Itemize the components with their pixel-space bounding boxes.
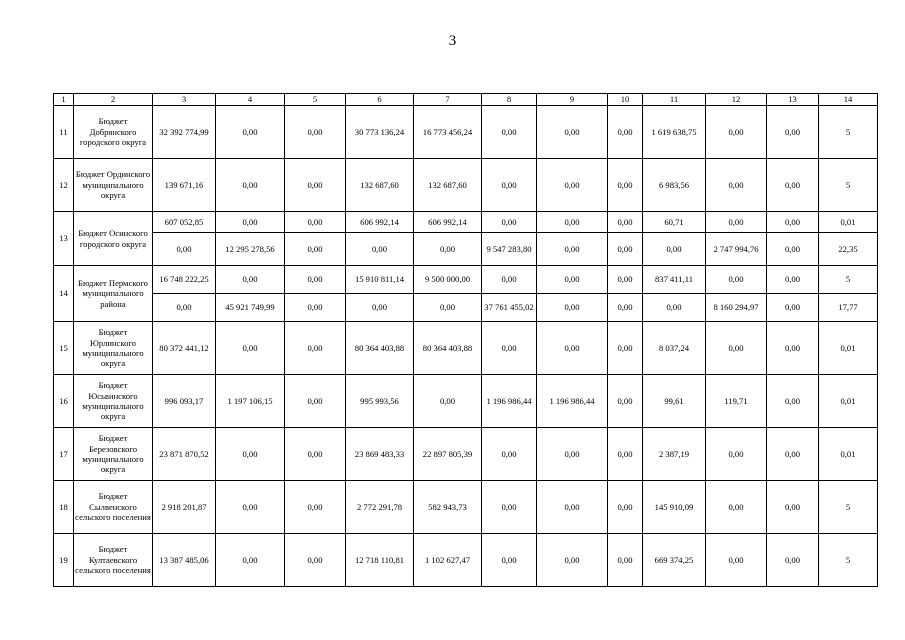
value-cell: 0,00 [482, 428, 537, 481]
value-cell: 0,00 [608, 212, 643, 233]
value-cell: 0,00 [767, 322, 819, 375]
row-number: 17 [54, 428, 74, 481]
header-cell: 2 [74, 94, 153, 106]
header-cell: 9 [537, 94, 608, 106]
value-cell: 0,00 [706, 159, 767, 212]
value-cell: 0,00 [608, 294, 643, 322]
value-cell: 0,00 [285, 233, 346, 266]
value-cell: 0,00 [706, 322, 767, 375]
value-cell: 0,00 [537, 233, 608, 266]
value-cell: 22,35 [819, 233, 878, 266]
value-cell: 37 761 455,02 [482, 294, 537, 322]
value-cell: 606 992,14 [414, 212, 482, 233]
budget-name: Бюджет Пермского муниципального района [74, 266, 153, 322]
value-cell: 30 773 136,24 [346, 106, 414, 159]
value-cell: 0,00 [767, 212, 819, 233]
value-cell: 0,00 [608, 428, 643, 481]
value-cell: 0,00 [285, 428, 346, 481]
value-cell: 0,00 [537, 481, 608, 534]
value-cell: 23 869 483,33 [346, 428, 414, 481]
value-cell: 0,00 [285, 375, 346, 428]
header-cell: 3 [153, 94, 216, 106]
value-cell: 22 897 805,39 [414, 428, 482, 481]
budget-name: Бюджет Култаевского сельского поселения [74, 534, 153, 587]
value-cell: 0,00 [608, 534, 643, 587]
value-cell: 0,00 [216, 481, 285, 534]
value-cell: 0,00 [767, 534, 819, 587]
value-cell: 0,00 [482, 159, 537, 212]
row-number: 18 [54, 481, 74, 534]
row-number: 16 [54, 375, 74, 428]
value-cell: 0,00 [537, 322, 608, 375]
value-cell: 99,61 [643, 375, 706, 428]
value-cell: 0,00 [537, 106, 608, 159]
value-cell: 12 718 110,81 [346, 534, 414, 587]
value-cell: 0,00 [482, 266, 537, 294]
table-row [54, 375, 878, 428]
value-cell: 0,00 [537, 159, 608, 212]
value-cell: 607 052,85 [153, 212, 216, 233]
table-row [54, 233, 878, 266]
value-cell: 132 687,60 [414, 159, 482, 212]
value-cell: 5 [819, 159, 878, 212]
header-cell: 12 [706, 94, 767, 106]
value-cell: 0,00 [414, 294, 482, 322]
value-cell: 0,01 [819, 322, 878, 375]
value-cell: 80 364 403,88 [414, 322, 482, 375]
value-cell: 0,00 [608, 481, 643, 534]
value-cell: 119,71 [706, 375, 767, 428]
value-cell: 132 687,60 [346, 159, 414, 212]
header-cell: 8 [482, 94, 537, 106]
value-cell: 0,00 [643, 233, 706, 266]
value-cell: 0,00 [767, 428, 819, 481]
value-cell: 5 [819, 106, 878, 159]
value-cell: 1 197 106,15 [216, 375, 285, 428]
value-cell: 582 943,73 [414, 481, 482, 534]
budget-table-container [53, 93, 878, 587]
value-cell: 16 773 456,24 [414, 106, 482, 159]
value-cell: 0,00 [767, 294, 819, 322]
value-cell: 1 196 986,44 [482, 375, 537, 428]
value-cell: 0,00 [482, 212, 537, 233]
value-cell: 0,00 [767, 233, 819, 266]
budget-name: Бюджет Ординского муниципального округа [74, 159, 153, 212]
row-number: 11 [54, 106, 74, 159]
value-cell: 145 910,09 [643, 481, 706, 534]
value-cell: 0,00 [537, 266, 608, 294]
value-cell: 9 500 000,00 [414, 266, 482, 294]
header-cell: 14 [819, 94, 878, 106]
value-cell: 0,00 [285, 534, 346, 587]
table-row [54, 266, 878, 294]
header-cell: 10 [608, 94, 643, 106]
value-cell: 0,00 [285, 266, 346, 294]
value-cell: 0,00 [414, 233, 482, 266]
table-row [54, 481, 878, 534]
value-cell: 0,00 [706, 106, 767, 159]
value-cell: 2 747 994,76 [706, 233, 767, 266]
budget-table-body [54, 94, 878, 587]
value-cell: 0,00 [482, 534, 537, 587]
table-row [54, 106, 878, 159]
value-cell: 0,00 [767, 106, 819, 159]
budget-name: Бюджет Юрлинского муниципального округа [74, 322, 153, 375]
value-cell: 1 619 638,75 [643, 106, 706, 159]
value-cell: 0,00 [608, 375, 643, 428]
page-number: 3 [448, 33, 457, 49]
table-row [54, 294, 878, 322]
header-cell: 1 [54, 94, 74, 106]
value-cell: 80 364 403,88 [346, 322, 414, 375]
header-cell: 7 [414, 94, 482, 106]
value-cell: 0,00 [285, 481, 346, 534]
value-cell: 0,00 [767, 159, 819, 212]
value-cell: 5 [819, 266, 878, 294]
value-cell: 8 037,24 [643, 322, 706, 375]
value-cell: 0,01 [819, 375, 878, 428]
value-cell: 8 160 294,97 [706, 294, 767, 322]
budget-name: Бюджет Юсьвинского муниципального округа [74, 375, 153, 428]
row-number: 14 [54, 266, 74, 322]
row-number: 12 [54, 159, 74, 212]
value-cell: 0,00 [285, 159, 346, 212]
value-cell: 0,00 [643, 294, 706, 322]
header-cell: 5 [285, 94, 346, 106]
value-cell: 1 196 986,44 [537, 375, 608, 428]
value-cell: 0,00 [285, 322, 346, 375]
value-cell: 12 295 278,56 [216, 233, 285, 266]
value-cell: 0,00 [537, 534, 608, 587]
value-cell: 0,00 [706, 428, 767, 481]
value-cell: 0,00 [767, 375, 819, 428]
value-cell: 0,01 [819, 428, 878, 481]
value-cell: 0,00 [216, 266, 285, 294]
value-cell: 0,00 [537, 212, 608, 233]
value-cell: 0,00 [346, 294, 414, 322]
value-cell: 0,01 [819, 212, 878, 233]
budget-name: Бюджет Добрянского городского округа [74, 106, 153, 159]
value-cell: 0,00 [767, 481, 819, 534]
value-cell: 13 387 485,06 [153, 534, 216, 587]
value-cell: 0,00 [285, 106, 346, 159]
header-cell: 13 [767, 94, 819, 106]
value-cell: 669 374,25 [643, 534, 706, 587]
budget-name: Бюджет Осинского городского округа [74, 212, 153, 266]
value-cell: 0,00 [608, 266, 643, 294]
value-cell: 995 993,56 [346, 375, 414, 428]
value-cell: 0,00 [216, 534, 285, 587]
value-cell: 0,00 [537, 428, 608, 481]
table-row [54, 159, 878, 212]
value-cell: 0,00 [608, 233, 643, 266]
header-cell: 6 [346, 94, 414, 106]
value-cell: 0,00 [346, 233, 414, 266]
row-number: 13 [54, 212, 74, 266]
value-cell: 15 910 811,14 [346, 266, 414, 294]
header-cell: 11 [643, 94, 706, 106]
value-cell: 0,00 [216, 428, 285, 481]
value-cell: 0,00 [482, 106, 537, 159]
header-cell: 4 [216, 94, 285, 106]
value-cell: 606 992,14 [346, 212, 414, 233]
value-cell: 1 102 627,47 [414, 534, 482, 587]
value-cell: 2 387,19 [643, 428, 706, 481]
table-row [54, 212, 878, 233]
value-cell: 0,00 [608, 322, 643, 375]
row-number: 19 [54, 534, 74, 587]
budget-name: Бюджет Березовского муниципального округа [74, 428, 153, 481]
budget-table [53, 93, 878, 587]
value-cell: 0,00 [537, 294, 608, 322]
table-row [54, 534, 878, 587]
value-cell: 0,00 [216, 106, 285, 159]
value-cell: 23 871 870,52 [153, 428, 216, 481]
value-cell: 5 [819, 534, 878, 587]
value-cell: 60,71 [643, 212, 706, 233]
value-cell: 0,00 [767, 266, 819, 294]
value-cell: 0,00 [608, 106, 643, 159]
value-cell: 0,00 [216, 212, 285, 233]
value-cell: 837 411,11 [643, 266, 706, 294]
value-cell: 0,00 [153, 233, 216, 266]
value-cell: 0,00 [706, 534, 767, 587]
value-cell: 0,00 [706, 266, 767, 294]
value-cell: 0,00 [706, 481, 767, 534]
value-cell: 32 392 774,99 [153, 106, 216, 159]
value-cell: 0,00 [153, 294, 216, 322]
table-header-row [54, 94, 878, 106]
value-cell: 5 [819, 481, 878, 534]
value-cell: 139 671,16 [153, 159, 216, 212]
value-cell: 0,00 [482, 481, 537, 534]
value-cell: 16 748 222,25 [153, 266, 216, 294]
value-cell: 17,77 [819, 294, 878, 322]
value-cell: 6 983,56 [643, 159, 706, 212]
value-cell: 0,00 [285, 294, 346, 322]
value-cell: 0,00 [414, 375, 482, 428]
value-cell: 45 921 749,99 [216, 294, 285, 322]
value-cell: 2 918 201,87 [153, 481, 216, 534]
value-cell: 0,00 [216, 322, 285, 375]
value-cell: 2 772 291,78 [346, 481, 414, 534]
table-row [54, 322, 878, 375]
row-number: 15 [54, 322, 74, 375]
value-cell: 996 093,17 [153, 375, 216, 428]
value-cell: 0,00 [285, 212, 346, 233]
table-row [54, 428, 878, 481]
value-cell: 80 372 441,12 [153, 322, 216, 375]
value-cell: 0,00 [482, 322, 537, 375]
budget-name: Бюджет Сылвенского сельского поселения [74, 481, 153, 534]
value-cell: 0,00 [706, 212, 767, 233]
value-cell: 9 547 283,80 [482, 233, 537, 266]
value-cell: 0,00 [216, 159, 285, 212]
value-cell: 0,00 [608, 159, 643, 212]
